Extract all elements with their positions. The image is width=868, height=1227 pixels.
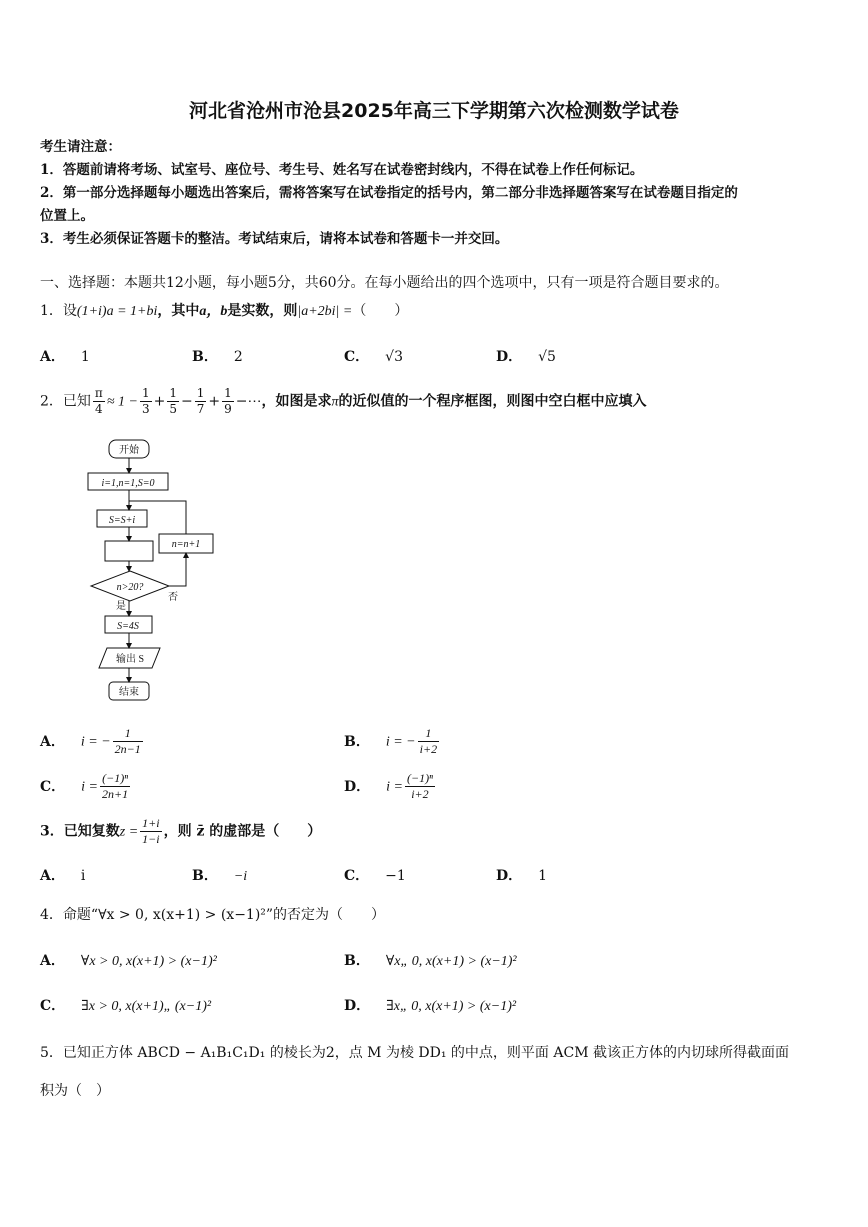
q2-term-4: $\frac{1}{9}$ <box>224 386 232 416</box>
question-5-line-2: 积为（ ） <box>40 1083 110 1099</box>
q2-term-2: $\frac{1}{5}$ <box>169 386 177 416</box>
flow-end-label: 结束 <box>119 687 139 698</box>
q2-num: 2．已知 <box>40 393 91 410</box>
q1-num: 1．设 <box>40 303 77 319</box>
flow-output-label: 输出 S <box>115 654 145 665</box>
notice-item-3: 3．考生必须保证答题卡的整洁。考试结束后，请将本试卷和答题卡一并交回。 <box>40 231 509 247</box>
q2-pi: π <box>331 394 339 410</box>
q2-series: ≈ 1 − <box>106 394 138 410</box>
flow-increment-label: n=n+1 <box>171 539 201 550</box>
q3-z: z = <box>119 824 139 840</box>
q2-text: ，如图是求 <box>261 393 332 410</box>
question-2: 2．已知 $\frac{\pi}{4}$ ≈ 1 − $\frac{1}{3}$ + $\frac{1}{5}$ − $\frac{1}{7}$ + $\frac{1}{9}$ −⋯，如图是求π的近似值的一个程序框图，则图中空白框中应填入 <box>40 386 647 416</box>
question-1 <box>40 300 408 320</box>
q3-frac: $\frac{1+i}{1-i}$ <box>142 816 160 846</box>
question-3 <box>40 816 321 847</box>
q2-option-c[interactable]: C． i = $\frac{\text{(−1)ⁿ}}{2n+1}$ <box>40 771 129 801</box>
q3-option-d[interactable]: D． 1 <box>496 868 548 884</box>
question-5-line-1: 5．已知正方体 ABCD − A₁B₁C₁D₁ 的棱长为2，点 M 为棱 DD₁ 的中点，则平面 ACM 截该正方体的内切球所得截面面 <box>40 1045 789 1061</box>
q2-option-d[interactable]: D． i = $\frac{\text{(−1)ⁿ}}{i+2}$ <box>344 771 433 801</box>
q3-option-b[interactable]: B． −i <box>192 868 248 884</box>
q1-option-b[interactable]: B． 2 <box>192 349 243 365</box>
flow-start-label: 开始 <box>119 445 139 456</box>
page-title: 河北省沧州市沧县2025年高三下学期第六次检测数学试卷 <box>189 100 679 122</box>
q2-term-1: $\frac{1}{3}$ <box>141 386 150 416</box>
q1-ab: a，b <box>199 304 228 319</box>
q4-option-b[interactable]: B． ∀x„ 0, x(x+1) > (x−1)² <box>344 953 517 969</box>
q1-mid2: 是实数，则 <box>227 303 298 319</box>
q4-option-d[interactable]: D． ∃x„ 0, x(x+1) > (x−1)² <box>344 998 517 1014</box>
q4-option-a[interactable]: A． ∀x > 0, x(x+1) > (x−1)² <box>40 953 217 969</box>
q2-option-b[interactable]: B． i = − $\frac{1}{i+2}$ <box>344 726 438 756</box>
q2-text2: 的近似值的一个程序框图，则图中空白框中应填入 <box>338 393 647 410</box>
flow-mult-label: S=4S <box>117 621 139 632</box>
q3-option-a[interactable]: A． i <box>40 868 86 884</box>
q4-option-c[interactable]: C． ∃x > 0, x(x+1)„ (x−1)² <box>40 998 212 1014</box>
q1-tail: （ ） <box>352 303 409 319</box>
flow-no-label: 否 <box>168 592 178 603</box>
flow-blank-box <box>105 541 153 561</box>
q3-tail: ，则 z̄ 的虚部是（ ） <box>163 823 322 840</box>
notice-heading: 考生请注意： <box>40 139 121 155</box>
q1-mid: ，其中 <box>157 303 200 319</box>
flow-init-label: i=1,n=1,S=0 <box>101 478 155 489</box>
flow-cond-label: n>20? <box>116 582 144 593</box>
q1-option-a[interactable]: A． 1 <box>40 349 90 365</box>
q3-option-c[interactable]: C． −1 <box>344 868 406 884</box>
q2-term-3: $\frac{1}{7}$ <box>196 386 205 416</box>
q1-option-c[interactable]: C． √3 <box>344 349 403 365</box>
q3-num: 3．已知复数 <box>40 823 120 840</box>
notice-item-1: 1．答题前请将考场、试室号、座位号、考生号、姓名写在试卷密封线内，不得在试卷上作任何标记。 <box>40 162 644 178</box>
q1-option-d[interactable]: D． √5 <box>496 349 556 365</box>
notice-item-2-cont: 位置上。 <box>40 208 94 224</box>
notice-item-2: 2．第一部分选择题每小题选出答案后，需将答案写在试卷指定的括号内，第二部分非选择题答案写在试卷题目指定的 <box>40 185 738 201</box>
q1-expr1: (1+i)a = 1+bi <box>76 304 158 319</box>
q2-option-a[interactable]: A． i = − $\frac{1}{2n-1}$ <box>40 726 141 756</box>
flowchart <box>85 435 225 707</box>
question-4: 4．命题“∀x > 0, x(x+1) > (x−1)²”的否定为（ ） <box>40 907 386 923</box>
q2-lhs-frac: $\frac{\pi}{4}$ <box>94 386 103 416</box>
section-heading: 一、选择题：本题共12小题，每小题5分，共60分。在每小题给出的四个选项中，只有一项是符合题目要求的。 <box>40 275 729 291</box>
q1-expr2: |a+2bi| = <box>297 304 353 319</box>
flow-update-label: S=S+i <box>108 515 136 526</box>
flow-yes-label: 是 <box>116 601 126 612</box>
